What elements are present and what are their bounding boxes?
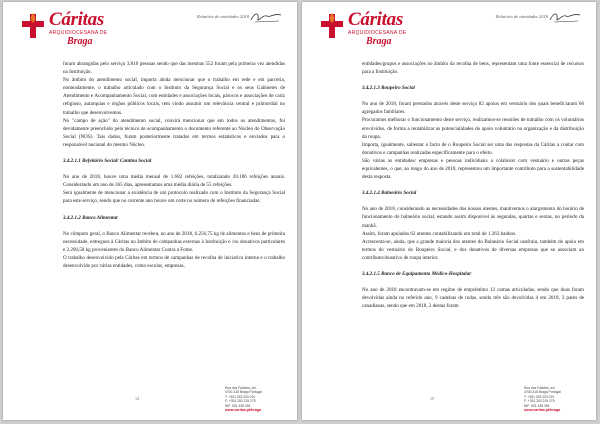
caritas-logo bbox=[318, 10, 438, 50]
address-line: T: +351 253 203 010 bbox=[225, 394, 256, 399]
paragraph: Acrescenta-se, ainda, que a grande maioria dos utentes do Balneário Social usufruiu, também do apoio em termos do vestuário do Roupeiro Social, e dos donativos de diversas empresas que se associam ao contributo/donativo de roupa interior. bbox=[362, 238, 584, 261]
document-page-left bbox=[3, 2, 297, 420]
caritas-logo bbox=[19, 10, 139, 50]
address-line: T: +351 253 203 010 bbox=[524, 394, 555, 399]
section-heading: 3.4.2.1.2 Banco Alimentar bbox=[63, 214, 118, 221]
paragraph: No "campo de ação" do atendimento social, convirá mencionar que em todos os atendimentos, foi devidamente preenchido pelo técnico de acompanhamento o documento referente ao Núcleo do Observação Social (NOS). Tais dados, foram posteriormente tratados em termos estatísticos e enviados para o responsável nacional do mesmo Núcleo. bbox=[63, 117, 285, 148]
address-line: Rua dos Falcões, s/n bbox=[524, 386, 555, 390]
page-body bbox=[63, 60, 285, 270]
address-line: Rua dos Falcões, s/n bbox=[225, 386, 256, 390]
paragraph: No âmbito do atendimento social, importa ainda mencionar que o trabalho em rede e em parceria, nomeadamente, o trabalho articulado com o Instituto da Segurança Social e os seus Gabinetes de Atendimento e Acompanhamento Social, com entidades e associações locais, párocos e associações de cariz religioso, autarquias e órgãos públicos locais, tem vindo assumir um relevância central e primordial no trabalho que desenvolvemos. bbox=[63, 77, 285, 116]
section-heading: 3.4.2.1.4 Balneário Social bbox=[362, 190, 417, 197]
paragraph: Assim, foram apoiados 62 utentes contabilizando um total de 1.263 banhos. bbox=[362, 230, 517, 237]
brand-name: Cáritas bbox=[348, 9, 403, 30]
report-title: Relatório de atividades 2018 bbox=[196, 14, 249, 19]
paragraph: foram abrangidas pelo serviço 3.810 pessoas sendo que das mesmas 552 foram pela primeira vez atendidas na Instituição. bbox=[63, 61, 285, 76]
footer-address bbox=[524, 386, 580, 412]
website-link[interactable]: www.caritas.pt/braga bbox=[225, 408, 262, 413]
address-line: NIF: 501 438 394 bbox=[225, 403, 251, 408]
paragraph: No ano de 2018, considerando as necessidades dos nossos utentes, mantivemos o alargamento do horário de funcionamento do balneário social, estando assim disponível às segundas, quartas e sextas, no período da manhã. bbox=[362, 206, 584, 229]
section-heading: 3.4.2.1.3 Roupeiro Social bbox=[362, 85, 415, 92]
signature-icon bbox=[249, 10, 283, 24]
paragraph: O trabalho desenvolvido pela Cáritas em termos de campanhas de recolha de iniciativa interna e o trabalho desenvolvido por várias entidades, como escolas, empresas, bbox=[63, 254, 285, 269]
cross-flame-icon bbox=[19, 12, 47, 40]
paragraph: Procuramos melhorar o funcionamento deste serviço, realizamos-se reuniões de trabalho com os voluntários envolvidos, de forma a rentabilizar as potencialidades do apoio voluntário na organização e da distribuição da roupa. bbox=[362, 117, 584, 140]
address-line: F: +351 253 215 275 bbox=[225, 399, 256, 404]
page-number: 15 bbox=[430, 396, 434, 401]
document-page-right bbox=[302, 2, 596, 420]
website-link[interactable]: www.caritas.pt/braga bbox=[524, 408, 561, 413]
brand-city: Braga bbox=[366, 36, 392, 47]
paragraph: No ano de 2018 encontravam-se em regime de empréstimo 12 camas articuladas, sendo que duas foram devolvidas ainda no referido ano, 9 cadeiras de rodas, sendo três são devolvidas 4 em 2018, 3 pares de canadianas, sendo que em 2018, 2 destas foram bbox=[362, 287, 584, 310]
paragraph: No ano de 2018, houve uma média mensal de 1.682 refeições, totalizando 20.186 refeições anuais. Considerando um ano de 365 dias, apresentamos uma média diária de 55 refeições. bbox=[63, 174, 285, 189]
report-title: Relatório de atividades 2018 bbox=[495, 14, 548, 19]
paragraph: No cômputo geral, o Banco Alimentar recebeu, no ano de 2018, 6.256,75 kg de alimentos e bens de primeira necessidade, entregues à Cáritas no âmbito de campanhas externas à Instituição e /ou donativos particulares e 2.200,58 kg provenientes do Banco Alimentar Contra a Fome. bbox=[63, 230, 285, 253]
section-heading: 3.4.2.1.1 Refeitório Social/ Cantina Social bbox=[63, 158, 152, 165]
brand-city: Braga bbox=[67, 36, 93, 47]
address-line: F: +351 253 215 275 bbox=[524, 399, 555, 404]
brand-name: Cáritas bbox=[49, 9, 104, 30]
paragraph: Importa, igualmente, salientar o facto de o Roupeiro Social ser uma das respostas da Cáritas a contar com donativos e campanhas realizadas especificamente para o efeito. bbox=[362, 141, 584, 156]
signature-icon bbox=[548, 10, 582, 24]
page-body bbox=[362, 60, 584, 310]
cross-flame-icon bbox=[318, 12, 346, 40]
brand-subtitle: ARQUIDIOCESANA DE bbox=[348, 30, 407, 36]
paragraph: São várias as entidades/ empresas e pessoas individuais a colaborar com vestuário e outras peças equivalentes, o que, ao longo do ano de 2018, representou um importante contributo para a sustentabilidade desta resposta. bbox=[362, 157, 584, 181]
footer-address bbox=[225, 386, 281, 412]
paragraph: Será igualmente de mencionar a existência de um protocolo realizado com o Instituto da Segurança Social para este serviço, sendo que no corrente ano houve um corte no número de refeições financiadas. bbox=[63, 190, 285, 205]
page-number: 14 bbox=[135, 396, 139, 401]
paragraph: No ano de 2018, foram prestados através deste serviço 82 apoios em vestuário dos quais beneficiaram 66 agregados familiares. bbox=[362, 101, 584, 116]
brand-subtitle: ARQUIDIOCESANA DE bbox=[49, 30, 108, 36]
paragraph: entidades/grupos e associações no âmbito da recolha de bens, representam uma fonte essencial de recursos para a Instituição. bbox=[362, 61, 584, 76]
address-line: NIF: 501 438 394 bbox=[524, 403, 550, 408]
address-line: 4700-318 Braga Portugal bbox=[225, 390, 262, 395]
section-heading: 3.4.2.1.5 Banco de Equipamento Médico-Hospitalar bbox=[362, 270, 472, 277]
address-line: 4700-318 Braga Portugal bbox=[524, 390, 561, 395]
